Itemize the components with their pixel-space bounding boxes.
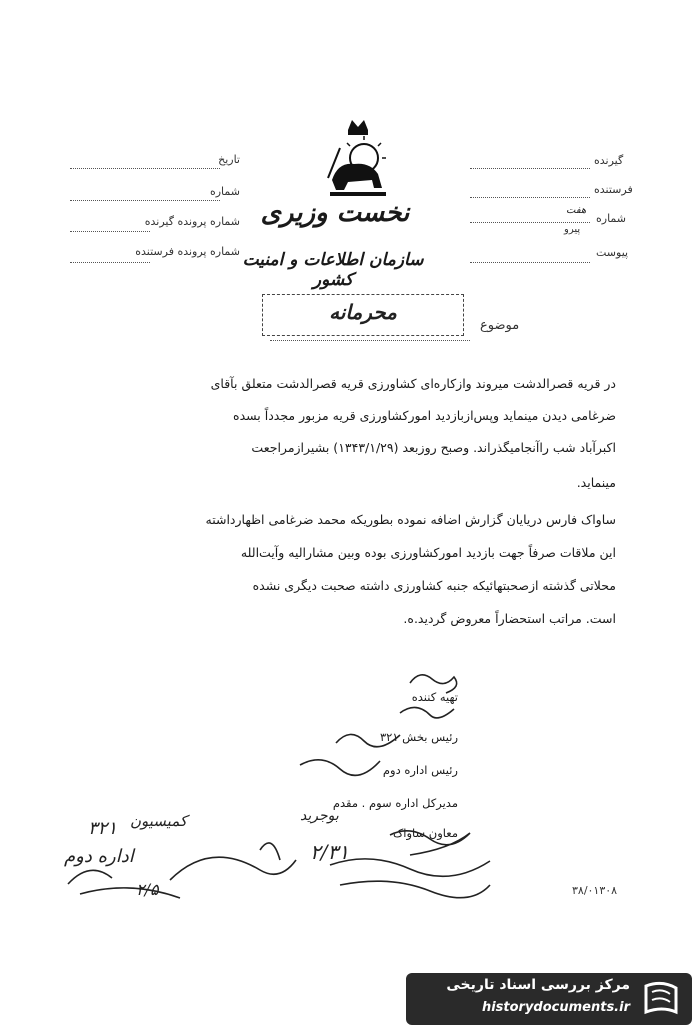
sender-line	[470, 197, 590, 198]
stamp-text: محرمانه	[329, 300, 397, 324]
document-code: ۳۸/۰۱۳۰۸	[572, 884, 618, 897]
recipient-file-line	[70, 231, 150, 232]
margin-word: کمیسیون	[130, 812, 188, 830]
body-line: محلاتی گذشته ازصحبتهائیکه جنبه کشاورزی داشته صحبت دیگری نشده	[252, 578, 616, 593]
number-value-bottom: پیرو	[564, 224, 581, 235]
attachment-label: پیوست	[596, 246, 629, 259]
head-office-label: رئیس اداره دوم	[382, 763, 458, 777]
org-title: نخست وزیری	[260, 198, 410, 228]
number-line-right	[470, 222, 590, 223]
archive-logo-icon	[640, 978, 684, 1020]
lion-and-sun-emblem	[318, 118, 398, 203]
recipient-line	[470, 168, 590, 169]
margin-number: ۳۲۱	[88, 818, 118, 839]
recipient-label: گیرنده	[594, 154, 624, 167]
body-line: در قریه قصرالدشت میروند وازکاره‌ای کشاورزی قریه قصرالدشت متعلق بآقای	[210, 376, 616, 391]
body-line: این ملاقات صرفاً جهت بازدید امورکشاورزی بوده وبین مشارالیه وآیت‌الله	[240, 545, 616, 560]
margin-fraction: ۲/۵	[136, 880, 159, 899]
watermark-box	[406, 973, 692, 1025]
margin-office: اداره دوم	[64, 846, 134, 867]
number-label-right: شماره	[596, 212, 627, 225]
body-line: ضرغامی دیدن مینماید وپس‌ازبازدید امورکشاورزی قریه مزبور مجدداً بسده	[233, 408, 616, 423]
date-label: تاریخ	[218, 153, 240, 166]
director-general-label: مدیرکل اداره سوم . مقدم	[332, 796, 458, 810]
deputy-label: معاون ساواک	[392, 826, 458, 840]
body-line: مینماید.	[576, 475, 616, 490]
number-line-left	[70, 200, 220, 201]
recipient-file-label: شماره پرونده گیرنده	[144, 215, 240, 228]
subject-line	[270, 340, 470, 341]
sender-file-label: شماره پرونده فرستنده	[135, 245, 240, 258]
center-fraction: ۲/۳۱	[310, 840, 349, 864]
attachment-line	[470, 262, 590, 263]
body-line: است. مراتب استحضاراً معروض گردید.ه.	[403, 611, 616, 626]
prepared-by-label: تهیه کننده	[411, 690, 458, 704]
org-subtitle: سازمان اطلاعات و امنیت کشور	[242, 250, 424, 290]
subject-label: موضوع	[480, 318, 520, 333]
watermark-title: مرکز بررسی اسناد تاریخی	[446, 977, 630, 993]
date-line	[70, 168, 220, 169]
number-label-left: شماره	[209, 185, 240, 198]
center-note: بوجرید	[300, 808, 339, 824]
body-line: اکبرآباد شب راآنجامیگذراند. وصبح روزبعد (۱۳۴۳/۱/۲۹) بشیرازمراجعت	[251, 440, 616, 455]
sender-file-line	[70, 262, 150, 263]
watermark-url: historydocuments.ir	[481, 1000, 630, 1015]
confidential-stamp	[262, 294, 464, 336]
sender-label: فرستنده	[594, 183, 633, 196]
margin-scribbles	[60, 820, 300, 910]
head-section-label: رئیس بخش ۳۲۱	[379, 730, 458, 744]
body-line: ساواک فارس دریایان گزارش اضافه نموده بطوریکه محمد ضرغامی اظهارداشته	[205, 512, 616, 527]
number-value-top: هفت	[566, 205, 587, 216]
